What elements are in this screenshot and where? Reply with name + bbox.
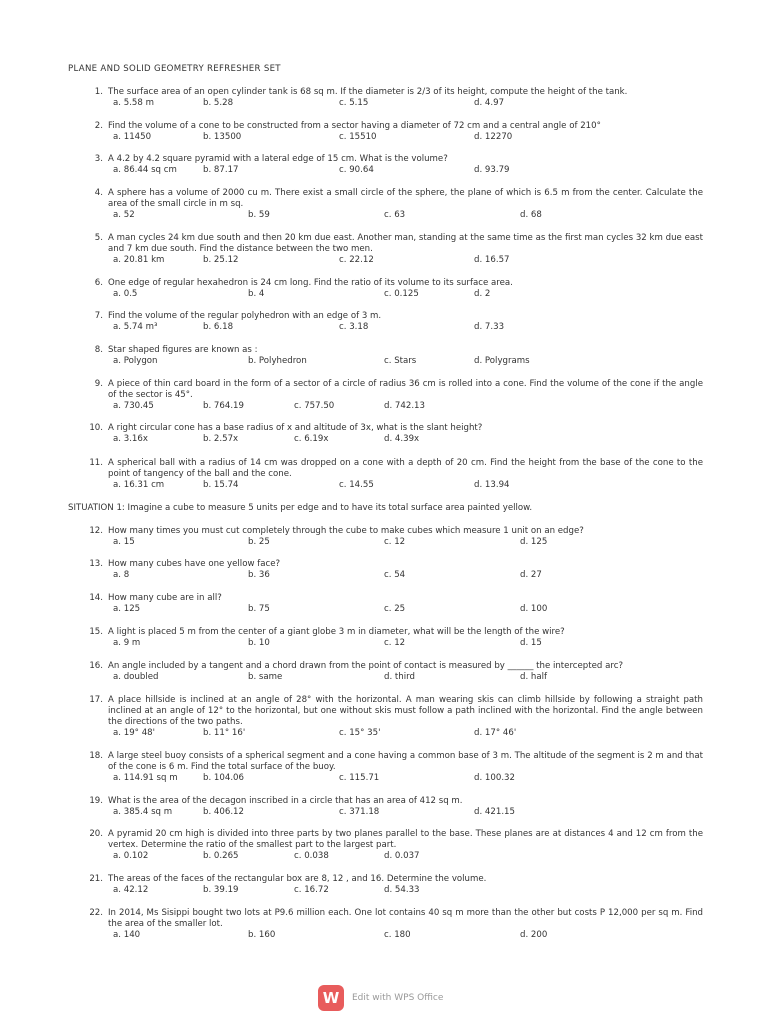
answer-options: [68, 165, 708, 176]
answer-option: a. 20.81 km: [113, 255, 165, 265]
question-text: A light is placed 5 m from the center of a giant globe 3 m in diameter, what will be the length of the wire?: [108, 627, 565, 637]
answer-option: b. 11° 16': [203, 728, 246, 738]
question-number: 1.: [94, 87, 103, 97]
question-number: 2.: [94, 121, 103, 131]
question-number: 21.: [89, 874, 103, 884]
answer-option: b. 75: [248, 604, 270, 614]
answer-options: [68, 604, 708, 615]
answer-option: d. 100: [520, 604, 548, 614]
answer-option: c. 90.64: [339, 165, 374, 175]
question-text: A pyramid 20 cm high is divided into three parts by two planes parallel to the base. These planes are at distances 4 and 12 cm from the vertex. Determine the ratio of the smallest part to the largest part.: [108, 829, 703, 850]
answer-option: c. 5.15: [339, 98, 369, 108]
answer-option: a. 125: [113, 604, 141, 614]
question-item: [68, 593, 708, 615]
question-item: [68, 458, 708, 491]
answer-options: [68, 807, 708, 818]
answer-option: c. 757.50: [294, 401, 335, 411]
question-item: [68, 796, 708, 818]
answer-option: a. 86.44 sq cm: [113, 165, 177, 175]
question-number: 16.: [89, 661, 103, 671]
answer-options: [68, 885, 708, 896]
wps-footer[interactable]: [318, 985, 443, 1011]
answer-option: c. 6.19x: [294, 434, 329, 444]
answer-option: b. 104.06: [203, 773, 244, 783]
answer-option: d. 125: [520, 537, 548, 547]
answer-options: [68, 289, 708, 300]
question-number: 5.: [94, 233, 103, 243]
question-item: [68, 87, 708, 109]
answer-option: a. doubled: [113, 672, 159, 682]
answer-option: a. 0.5: [113, 289, 138, 299]
answer-option: b. 5.28: [203, 98, 234, 108]
question-text: A large steel buoy consists of a spherical segment and a cone having a common base of 3 m. The altitude of the segment is 2 m and that of the cone is 6 m. Find the total surface of the buoy.: [108, 751, 703, 772]
answer-option: d. 100.32: [474, 773, 515, 783]
answer-option: c. 180: [384, 930, 411, 940]
answer-option: a. 3.16x: [113, 434, 148, 444]
question-item: [68, 829, 708, 862]
answer-option: d. 0.037: [384, 851, 420, 861]
answer-option: d. 200: [520, 930, 548, 940]
answer-options: [68, 132, 708, 143]
question-number: 14.: [89, 593, 103, 603]
answer-option: b. 25.12: [203, 255, 239, 265]
document-title: PLANE AND SOLID GEOMETRY REFRESHER SET: [68, 64, 281, 74]
question-text: A man cycles 24 km due south and then 20 km due east. Another man, standing at the same time as the first man cycles 32 km due east and 7 km due south. Find the distance between the two men.: [108, 233, 703, 254]
question-item: [68, 345, 708, 367]
question-item: [68, 751, 708, 784]
answer-option: b. 59: [248, 210, 270, 220]
answer-options: [68, 570, 708, 581]
question-item: [68, 188, 708, 221]
answer-option: c. 14.55: [339, 480, 374, 490]
answer-option: a. 11450: [113, 132, 152, 142]
answer-options: [68, 401, 708, 412]
answer-option: c. 25: [384, 604, 406, 614]
question-number: 6.: [94, 278, 103, 288]
question-text: A sphere has a volume of 2000 cu m. There exist a small circle of the sphere, the plane of which is 6.5 m from the center. Calculate the area of the small circle in m sq.: [108, 188, 703, 209]
answer-option: a. 16.31 cm: [113, 480, 165, 490]
question-item: [68, 695, 708, 739]
question-number: 15.: [89, 627, 103, 637]
answer-options: [68, 537, 708, 548]
answer-option: c. 22.12: [339, 255, 374, 265]
answer-option: b. 0.265: [203, 851, 239, 861]
wps-footer-text: Edit with WPS Office: [352, 993, 444, 1003]
answer-option: d. 742.13: [384, 401, 425, 411]
question-number: 4.: [94, 188, 103, 198]
question-text: A 4.2 by 4.2 square pyramid with a lateral edge of 15 cm. What is the volume?: [108, 154, 448, 164]
answer-option: c. 12: [384, 638, 406, 648]
question-item: [68, 559, 708, 581]
answer-option: b. same: [248, 672, 283, 682]
question-item: [68, 661, 708, 683]
question-text: The surface area of an open cylinder tank is 68 sq m. If the diameter is 2/3 of its height, compute the height of the tank.: [108, 87, 628, 97]
question-number: 11.: [89, 458, 103, 468]
question-number: 12.: [89, 526, 103, 536]
question-item: [68, 121, 708, 143]
answer-option: d. Polygrams: [474, 356, 530, 366]
question-text: Find the volume of the regular polyhedron with an edge of 3 m.: [108, 311, 382, 321]
question-number: 3.: [94, 154, 103, 164]
answer-option: a. Polygon: [113, 356, 158, 366]
question-text: A spherical ball with a radius of 14 cm was dropped on a cone with a depth of 20 cm. Find the height from the base of the cone to the point of tangency of the ball and the cone.: [108, 458, 703, 479]
answer-option: a. 42.12: [113, 885, 149, 895]
question-text: A right circular cone has a base radius of x and altitude of 3x, what is the slant height?: [108, 423, 483, 433]
question-item: [68, 311, 708, 333]
question-text: One edge of regular hexahedron is 24 cm long. Find the ratio of its volume to its surface area.: [108, 278, 513, 288]
question-item: [68, 423, 708, 445]
answer-option: b. 2.57x: [203, 434, 239, 444]
question-text: How many cube are in all?: [108, 593, 222, 603]
answer-option: d. 13.94: [474, 480, 510, 490]
answer-option: a. 5.74 m³: [113, 322, 158, 332]
answer-option: a. 114.91 sq m: [113, 773, 178, 783]
answer-option: a. 8: [113, 570, 130, 580]
question-text: A place hillside is inclined at an angle of 28° with the horizontal. A man wearing skis can climb hillside by following a straight path inclined at an angle of 12° to the horizontal, but one without skis must follow a path inclined with the horizontal. Find the angle between the directions of the two paths.: [108, 695, 703, 727]
answer-option: d. 4.39x: [384, 434, 420, 444]
answer-option: d. 17° 46': [474, 728, 517, 738]
answer-option: d. 16.57: [474, 255, 510, 265]
question-item: [68, 154, 708, 176]
answer-options: [68, 322, 708, 333]
answer-option: d. 54.33: [384, 885, 420, 895]
question-item: [68, 627, 708, 649]
question-number: 19.: [89, 796, 103, 806]
answer-option: b. 406.12: [203, 807, 244, 817]
answer-option: c. 54: [384, 570, 406, 580]
question-item: [68, 874, 708, 896]
question-text: How many times you must cut completely through the cube to make cubes which measure 1 unit on an edge?: [108, 526, 584, 536]
answer-option: a. 9 m: [113, 638, 141, 648]
answer-option: d. 4.97: [474, 98, 505, 108]
answer-options: [68, 480, 708, 491]
answer-options: [68, 930, 708, 941]
question-text: What is the area of the decagon inscribed in a circle that has an area of 412 sq m.: [108, 796, 463, 806]
answer-option: c. 0.038: [294, 851, 329, 861]
answer-option: d. 93.79: [474, 165, 510, 175]
question-text: Find the volume of a cone to be constructed from a sector having a diameter of 72 cm and a central angle of 210°: [108, 121, 601, 131]
answer-options: [68, 210, 708, 221]
answer-option: d. third: [384, 672, 415, 682]
answer-option: a. 52: [113, 210, 135, 220]
answer-option: b. 87.17: [203, 165, 239, 175]
answer-option: c. 115.71: [339, 773, 380, 783]
answer-option: c. 63: [384, 210, 406, 220]
question-text: How many cubes have one yellow face?: [108, 559, 281, 569]
answer-option: b. 36: [248, 570, 270, 580]
answer-option: c. 0.125: [384, 289, 419, 299]
question-number: 17.: [89, 695, 103, 705]
question-text: The areas of the faces of the rectangular box are 8, 12 , and 16. Determine the volume.: [108, 874, 487, 884]
question-number: 7.: [94, 311, 103, 321]
answer-option: b. 764.19: [203, 401, 244, 411]
answer-option: b. 25: [248, 537, 270, 547]
answer-option: c. Stars: [384, 356, 417, 366]
answer-option: c. 3.18: [339, 322, 369, 332]
answer-option: c. 16.72: [294, 885, 329, 895]
question-number: 9.: [94, 379, 103, 389]
question-number: 13.: [89, 559, 103, 569]
question-text: A piece of thin card board in the form of a sector of a circle of radius 36 cm is rolled into a cone. Find the volume of the cone if the angle of the sector is 45°.: [108, 379, 703, 400]
answer-option: b. 39.19: [203, 885, 239, 895]
question-item: [68, 379, 708, 412]
answer-options: [68, 638, 708, 649]
answer-option: a. 0.102: [113, 851, 149, 861]
answer-option: b. Polyhedron: [248, 356, 307, 366]
answer-option: d. 7.33: [474, 322, 505, 332]
answer-options: [68, 728, 708, 739]
answer-option: a. 140: [113, 930, 141, 940]
question-text: Star shaped figures are known as :: [108, 345, 258, 355]
situation-text: SITUATION 1: Imagine a cube to measure 5 units per edge and to have its total surface area painted yellow.: [68, 503, 533, 513]
question-item: [68, 526, 708, 548]
question-item: [68, 233, 708, 266]
question-text: An angle included by a tangent and a chord drawn from the point of contact is measured by ______ the intercepted arc?: [108, 661, 623, 671]
answer-options: [68, 851, 708, 862]
answer-option: c. 12: [384, 537, 406, 547]
answer-options: [68, 773, 708, 784]
answer-options: [68, 98, 708, 109]
question-item: [68, 278, 708, 300]
answer-options: [68, 255, 708, 266]
answer-option: a. 15: [113, 537, 135, 547]
answer-option: b. 160: [248, 930, 276, 940]
question-item: [68, 908, 708, 941]
question-number: 10.: [89, 423, 103, 433]
answer-option: d. 68: [520, 210, 542, 220]
question-number: 20.: [89, 829, 103, 839]
answer-option: d. 421.15: [474, 807, 515, 817]
answer-option: a. 385.4 sq m: [113, 807, 173, 817]
question-number: 8.: [94, 345, 103, 355]
answer-option: d. half: [520, 672, 548, 682]
answer-option: a. 19° 48': [113, 728, 155, 738]
wps-logo-icon: W: [318, 985, 344, 1011]
question-number: 22.: [89, 908, 103, 918]
answer-option: b. 6.18: [203, 322, 234, 332]
answer-option: d. 2: [474, 289, 491, 299]
question-text: In 2014, Ms Sisippi bought two lots at P9.6 million each. One lot contains 40 sq m more than the other but costs P 12,000 per sq m. Find the area of the smaller lot.: [108, 908, 703, 929]
answer-option: b. 13500: [203, 132, 242, 142]
answer-option: a. 5.58 m: [113, 98, 154, 108]
answer-option: b. 15.74: [203, 480, 239, 490]
answer-option: c. 15510: [339, 132, 377, 142]
answer-option: c. 371.18: [339, 807, 380, 817]
answer-option: b. 10: [248, 638, 270, 648]
answer-option: a. 730.45: [113, 401, 154, 411]
answer-options: [68, 672, 708, 683]
answer-options: [68, 434, 708, 445]
answer-option: d. 27: [520, 570, 542, 580]
question-number: 18.: [89, 751, 103, 761]
answer-option: b. 4: [248, 289, 265, 299]
answer-option: d. 12270: [474, 132, 513, 142]
answer-options: [68, 356, 708, 367]
answer-option: d. 15: [520, 638, 542, 648]
answer-option: c. 15° 35': [339, 728, 381, 738]
